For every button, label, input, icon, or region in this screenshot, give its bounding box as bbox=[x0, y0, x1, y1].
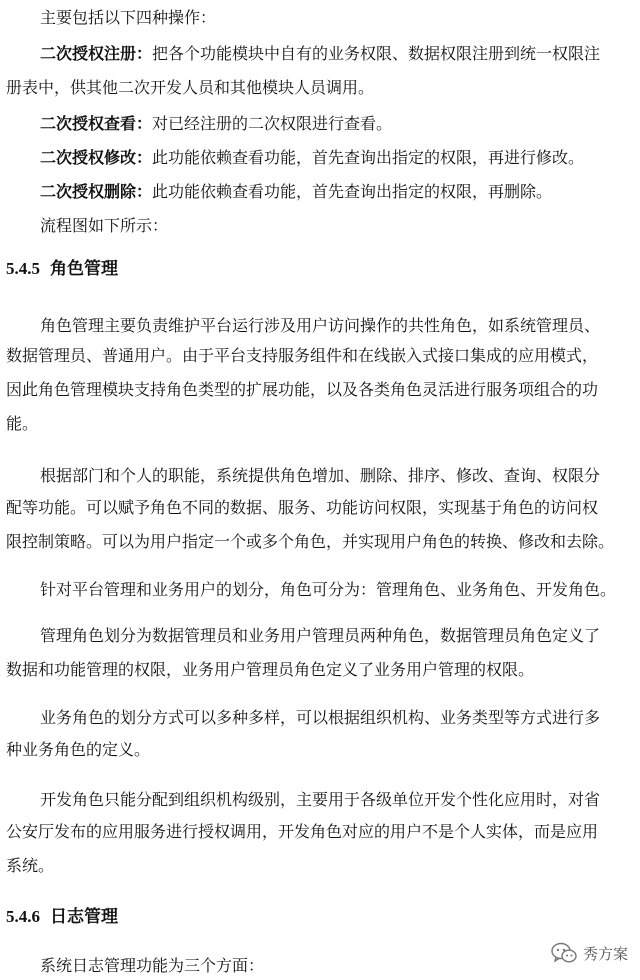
s545-p6-l2: 公安厅发布的应用服务进行授权调用，开发角色对应的用户不是个人实体，而是应用 bbox=[6, 822, 599, 841]
s545-p1-l1: 角色管理主要负责维护平台运行涉及用户访问操作的共性角色，如系统管理员、 bbox=[40, 316, 601, 335]
op3-line bbox=[40, 144, 584, 172]
s545-p4-l2: 数据和功能管理的权限，业务用户管理员角色定义了业务用户管理的权限。 bbox=[6, 660, 535, 679]
s545-p2-l3: 限控制策略。可以为用户指定一个或多个角色，并实现用户角色的转换、修改和去除。 bbox=[6, 532, 615, 551]
section-545-title: 角色管理 bbox=[50, 259, 118, 279]
s545-p3-l1: 针对平台管理和业务用户的划分，角色可分为：管理角色、业务角色、开发角色。 bbox=[40, 580, 617, 599]
op1-label: 二次授权注册： bbox=[40, 44, 153, 63]
s545-p2-l1: 根据部门和个人的职能，系统提供角色增加、删除、排序、修改、查询、权限分 bbox=[40, 466, 601, 485]
op2-line bbox=[40, 110, 392, 138]
op2-label: 二次授权查看： bbox=[40, 114, 153, 133]
op1-line1 bbox=[40, 40, 600, 68]
op1-line2: 册表中，供其他二次开发人员和其他模块人员调用。 bbox=[6, 78, 375, 97]
section-546-heading bbox=[6, 902, 118, 932]
op4-text: 此功能依赖查看功能，首先查询出指定的权限，再删除。 bbox=[152, 182, 553, 201]
watermark-text: 秀方案 bbox=[582, 944, 628, 963]
section-546-number: 5.4.6 bbox=[6, 907, 40, 926]
op3-label: 二次授权修改： bbox=[40, 148, 153, 167]
s545-p5-l2: 种业务角色的定义。 bbox=[6, 740, 151, 759]
intro-text: 主要包括以下四种操作： bbox=[40, 8, 217, 27]
flow-text: 流程图如下所示： bbox=[40, 216, 169, 235]
section-545-heading bbox=[6, 254, 118, 284]
s545-p6-l1: 开发角色只能分配到组织机构级别，主要用于各级单位开发个性化应用时，对省 bbox=[40, 790, 601, 809]
op2-text: 对已经注册的二次权限进行查看。 bbox=[152, 114, 393, 133]
s545-p2-l2: 配等功能。可以赋予角色不同的数据、服务、功能访问权限，实现基于角色的访问权 bbox=[6, 498, 599, 517]
op4-label: 二次授权删除： bbox=[40, 182, 153, 201]
s545-p1-l4: 能。 bbox=[6, 414, 39, 433]
s545-p4-l1: 管理角色划分为数据管理员和业务用户管理员两种角色，数据管理员角色定义了 bbox=[40, 626, 601, 645]
op1-text: 把各个功能模块中自有的业务权限、数据权限注册到统一权限注 bbox=[152, 44, 601, 63]
s545-p6-l3: 系统。 bbox=[6, 856, 55, 875]
section-546-title: 日志管理 bbox=[50, 907, 118, 927]
s545-p1-l2: 数据管理员、普通用户。由于平台支持服务组件和在线嵌入式接口集成的应用模式， bbox=[6, 346, 599, 365]
section-545-number: 5.4.5 bbox=[6, 259, 40, 278]
op3-text: 此功能依赖查看功能，首先查询出指定的权限，再进行修改。 bbox=[152, 148, 585, 167]
s545-p5-l1: 业务角色的划分方式可以多种多样，可以根据组织机构、业务类型等方式进行多 bbox=[40, 708, 601, 727]
s546-p1-l1: 系统日志管理功能为三个方面： bbox=[40, 956, 265, 975]
s545-p1-l3: 因此角色管理模块支持角色类型的扩展功能，以及各类角色灵活进行服务项组合的功 bbox=[6, 380, 599, 399]
watermark bbox=[551, 942, 628, 964]
op4-line bbox=[40, 178, 552, 206]
wechat-icon bbox=[551, 942, 577, 964]
